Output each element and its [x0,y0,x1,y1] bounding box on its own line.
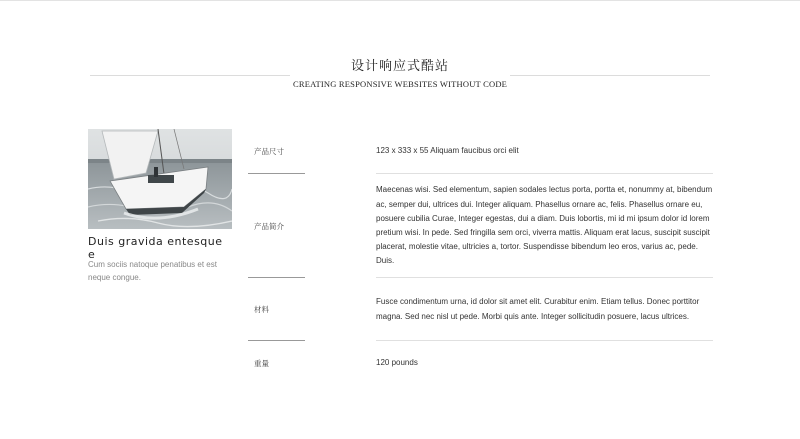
card-description: Cum sociis natoque penatibus et est neque congue. [88,260,217,282]
spec-row-size [248,129,713,174]
spec-table [248,129,713,386]
page-title: 设计响应式酷站 [350,59,449,74]
top-divider [0,0,800,1]
card-title: Duis gravida entesque e [88,235,223,261]
spec-row-weight [248,341,713,386]
spec-label-size: 产品尺寸 [254,147,284,156]
spec-label-weight: 重量 [254,359,269,368]
spec-row-material [248,278,713,341]
page-subtitle: CREATING RESPONSIVE WEBSITES WITHOUT CODE [292,79,508,89]
spec-value-material: Fusce condimentum urna, id dolor sit amet elit. Curabitur enim. Etiam tellus. Donec porttitor magna. Sed nec nisl ut pede. Morbi quis ante. Integer sollicitudin posuere, lacus ultrices. [376,297,700,321]
spec-value-intro: Maecenas wisi. Sed elementum, sapien sodales lectus porta, portta et, nonummy at, bibendum ac, semper dui, ultrices dui. Integer aliquam. Phasellus ornare ac, felis. Phasellus ornare eu, posuere cubilia Curae, Integer egestas, dui a diam. Duis lobortis, mi id mi ipsum dolor id lorem pretium wisi. In pede. Sed fringilla sem orci, viverra mattis. Aliquam erat lacus, suscipit suscipit placerat, molestie vitae, ultricies a, tortor. Suspendisse bibendum leo eros, varius ac, pede. Duis. [376,185,713,266]
spec-value-weight: 120 pounds [376,358,418,368]
spec-value-size: 123 x 333 x 55 Aliquam faucibus orci elit [376,146,519,156]
section-header [0,57,800,89]
sailboat-photo [88,129,232,229]
spec-label-intro: 产品简介 [254,221,284,231]
spec-row-intro [248,174,713,278]
title-rule-left [90,75,290,76]
title-rule-right [510,75,710,76]
product-card [88,129,233,284]
spec-label-material: 材料 [254,305,269,314]
